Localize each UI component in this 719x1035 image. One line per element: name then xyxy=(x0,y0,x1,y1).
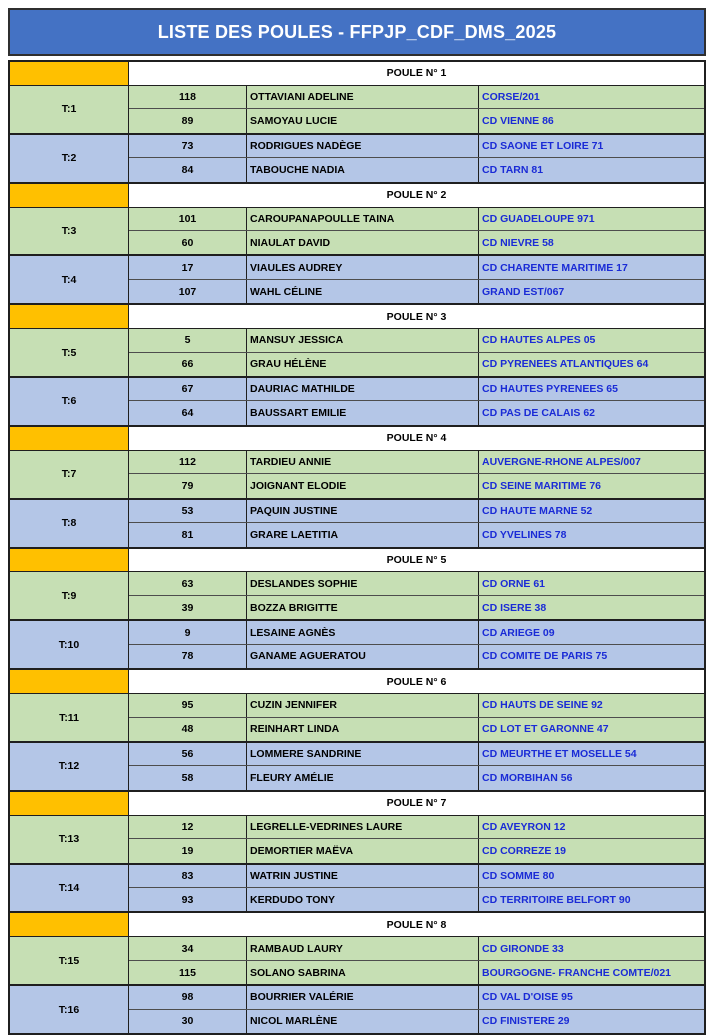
poule-marker xyxy=(10,792,129,815)
poule-header xyxy=(10,184,704,208)
player-name: DEMORTIER MAËVA xyxy=(247,839,479,862)
player-club: CD MEURTHE ET MOSELLE 54 xyxy=(482,748,637,761)
team-label: T:3 xyxy=(10,208,129,255)
team-players xyxy=(129,816,704,863)
player-row xyxy=(129,621,704,644)
player-name: GRAU HÉLÈNE xyxy=(247,353,479,376)
team-players xyxy=(129,135,704,182)
poule-header xyxy=(10,62,704,86)
player-number: 101 xyxy=(129,208,247,230)
player-row xyxy=(129,401,704,424)
poule-marker xyxy=(10,670,129,693)
player-club: CD HAUTS DE SEINE 92 xyxy=(482,699,603,712)
player-name: DESLANDES SOPHIE xyxy=(247,572,479,594)
poule-header xyxy=(10,305,704,329)
poule-label: POULE N° 6 xyxy=(129,670,704,693)
player-club: CD LOT ET GARONNE 47 xyxy=(482,723,609,736)
player-number: 84 xyxy=(129,158,247,181)
team-block xyxy=(10,743,704,792)
team-block xyxy=(10,572,704,621)
player-number: 67 xyxy=(129,378,247,400)
player-club: CD PYRENEES ATLANTIQUES 64 xyxy=(482,358,649,371)
poule-label: POULE N° 3 xyxy=(129,305,704,328)
team-label: T:8 xyxy=(10,500,129,547)
team-block xyxy=(10,937,704,986)
team-players xyxy=(129,86,704,133)
player-row xyxy=(129,231,704,254)
player-row xyxy=(129,474,704,497)
poule-header xyxy=(10,670,704,694)
player-number: 9 xyxy=(129,621,247,643)
player-row xyxy=(129,353,704,376)
player-number: 112 xyxy=(129,451,247,473)
team-block xyxy=(10,500,704,549)
player-row xyxy=(129,645,704,668)
player-number: 5 xyxy=(129,329,247,351)
team-label: T:15 xyxy=(10,937,129,984)
player-row xyxy=(129,280,704,303)
player-name: GRARE LAETITIA xyxy=(247,523,479,546)
player-number: 107 xyxy=(129,280,247,303)
player-name: REINHART LINDA xyxy=(247,718,479,741)
player-name: RODRIGUES NADÈGE xyxy=(247,135,479,157)
player-number: 78 xyxy=(129,645,247,668)
player-name: OTTAVIANI ADELINE xyxy=(247,86,479,108)
player-name: NIAULAT DAVID xyxy=(247,231,479,254)
team-label: T:5 xyxy=(10,329,129,376)
team-players xyxy=(129,378,704,425)
team-label: T:9 xyxy=(10,572,129,619)
poule-marker xyxy=(10,913,129,936)
team-players xyxy=(129,937,704,984)
player-row xyxy=(129,378,704,401)
team-block xyxy=(10,208,704,257)
team-label: T:7 xyxy=(10,451,129,498)
team-block xyxy=(10,694,704,743)
team-label: T:12 xyxy=(10,743,129,790)
player-row xyxy=(129,937,704,960)
player-club: CD HAUTES ALPES 05 xyxy=(482,334,596,347)
poule-header xyxy=(10,427,704,451)
player-club: CD PAS DE CALAIS 62 xyxy=(482,407,595,420)
poule-marker xyxy=(10,62,129,85)
team-players xyxy=(129,256,704,303)
player-row xyxy=(129,329,704,352)
team-players xyxy=(129,329,704,376)
team-block xyxy=(10,329,704,378)
player-row xyxy=(129,718,704,741)
player-number: 83 xyxy=(129,865,247,887)
player-name: GANAME AGUERATOU xyxy=(247,645,479,668)
player-name: LOMMERE SANDRINE xyxy=(247,743,479,765)
player-club: BOURGOGNE- FRANCHE COMTE/021 xyxy=(482,966,672,979)
player-number: 30 xyxy=(129,1010,247,1033)
player-name: LEGRELLE-VEDRINES LAURE xyxy=(247,816,479,838)
poule-header xyxy=(10,913,704,937)
team-label: T:10 xyxy=(10,621,129,668)
player-club: CD FINISTERE 29 xyxy=(482,1015,570,1028)
player-name: CUZIN JENNIFER xyxy=(247,694,479,716)
team-label: T:13 xyxy=(10,816,129,863)
player-name: JOIGNANT ELODIE xyxy=(247,474,479,497)
player-number: 48 xyxy=(129,718,247,741)
team-block xyxy=(10,86,704,135)
player-number: 73 xyxy=(129,135,247,157)
player-club: CD SOMME 80 xyxy=(482,869,555,882)
player-row xyxy=(129,986,704,1009)
player-row xyxy=(129,500,704,523)
player-club: CD ISERE 38 xyxy=(482,601,547,614)
player-name: WATRIN JUSTINE xyxy=(247,865,479,887)
poule-marker xyxy=(10,305,129,328)
team-label: T:16 xyxy=(10,986,129,1033)
player-club: AUVERGNE-RHONE ALPES/007 xyxy=(482,456,641,469)
poules-table xyxy=(8,60,706,1035)
player-name: SAMOYAU LUCIE xyxy=(247,109,479,132)
team-block xyxy=(10,378,704,427)
player-club: CORSE/201 xyxy=(482,91,540,104)
player-number: 17 xyxy=(129,256,247,278)
team-block xyxy=(10,256,704,305)
poule-label: POULE N° 1 xyxy=(129,62,704,85)
player-row xyxy=(129,888,704,911)
team-players xyxy=(129,500,704,547)
player-number: 60 xyxy=(129,231,247,254)
player-name: CAROUPANAPOULLE TAINA xyxy=(247,208,479,230)
player-name: KERDUDO TONY xyxy=(247,888,479,911)
team-players xyxy=(129,743,704,790)
player-row xyxy=(129,135,704,158)
player-name: BOZZA BRIGITTE xyxy=(247,596,479,619)
player-club: CD YVELINES 78 xyxy=(482,528,567,541)
player-club: CD CORREZE 19 xyxy=(482,844,567,857)
player-number: 118 xyxy=(129,86,247,108)
player-row xyxy=(129,523,704,546)
poule-label: POULE N° 8 xyxy=(129,913,704,936)
player-number: 115 xyxy=(129,961,247,984)
poule-label: POULE N° 2 xyxy=(129,184,704,207)
team-label: T:6 xyxy=(10,378,129,425)
player-row xyxy=(129,109,704,132)
team-block xyxy=(10,451,704,500)
player-name: TABOUCHE NADIA xyxy=(247,158,479,181)
player-row xyxy=(129,743,704,766)
poule-marker xyxy=(10,427,129,450)
player-number: 89 xyxy=(129,109,247,132)
player-number: 63 xyxy=(129,572,247,594)
player-club: CD SAONE ET LOIRE 71 xyxy=(482,139,604,152)
player-number: 19 xyxy=(129,839,247,862)
player-number: 81 xyxy=(129,523,247,546)
player-name: LESAINE AGNÈS xyxy=(247,621,479,643)
player-row xyxy=(129,839,704,862)
team-block xyxy=(10,135,704,184)
team-players xyxy=(129,451,704,498)
page-title: LISTE DES POULES - FFPJP_CDF_DMS_2025 xyxy=(8,8,706,56)
team-block xyxy=(10,816,704,865)
player-name: SOLANO SABRINA xyxy=(247,961,479,984)
player-number: 53 xyxy=(129,500,247,522)
player-row xyxy=(129,596,704,619)
player-row xyxy=(129,766,704,789)
player-number: 66 xyxy=(129,353,247,376)
player-name: FLEURY AMÉLIE xyxy=(247,766,479,789)
poule-header xyxy=(10,792,704,816)
player-name: RAMBAUD LAURY xyxy=(247,937,479,959)
poule-marker xyxy=(10,184,129,207)
player-row xyxy=(129,961,704,984)
team-players xyxy=(129,572,704,619)
player-name: WAHL CÉLINE xyxy=(247,280,479,303)
player-row xyxy=(129,256,704,279)
player-club: CD MORBIHAN 56 xyxy=(482,772,573,785)
player-club: CD SEINE MARITIME 76 xyxy=(482,479,602,492)
player-club: CD GIRONDE 33 xyxy=(482,942,564,955)
player-number: 95 xyxy=(129,694,247,716)
player-number: 93 xyxy=(129,888,247,911)
team-players xyxy=(129,694,704,741)
poule-marker xyxy=(10,549,129,572)
player-club: CD HAUTE MARNE 52 xyxy=(482,504,593,517)
player-number: 39 xyxy=(129,596,247,619)
player-number: 34 xyxy=(129,937,247,959)
player-row xyxy=(129,86,704,109)
team-block xyxy=(10,986,704,1033)
player-name: TARDIEU ANNIE xyxy=(247,451,479,473)
player-club: CD HAUTES PYRENEES 65 xyxy=(482,383,618,396)
player-club: CD ARIEGE 09 xyxy=(482,626,555,639)
player-number: 79 xyxy=(129,474,247,497)
player-row xyxy=(129,865,704,888)
player-club: CD ORNE 61 xyxy=(482,577,546,590)
player-name: BOURRIER VALÉRIE xyxy=(247,986,479,1008)
player-name: BAUSSART EMILIE xyxy=(247,401,479,424)
player-club: CD NIEVRE 58 xyxy=(482,236,554,249)
team-block xyxy=(10,865,704,914)
player-number: 12 xyxy=(129,816,247,838)
team-block xyxy=(10,621,704,670)
player-club: CD AVEYRON 12 xyxy=(482,820,566,833)
player-club: CD COMITE DE PARIS 75 xyxy=(482,650,608,663)
player-number: 64 xyxy=(129,401,247,424)
player-club: CD TERRITOIRE BELFORT 90 xyxy=(482,893,631,906)
poule-label: POULE N° 7 xyxy=(129,792,704,815)
player-row xyxy=(129,816,704,839)
player-club: CD GUADELOUPE 971 xyxy=(482,212,595,225)
player-name: DAURIAC MATHILDE xyxy=(247,378,479,400)
player-club: CD VAL D'OISE 95 xyxy=(482,991,573,1004)
player-row xyxy=(129,1010,704,1033)
team-label: T:14 xyxy=(10,865,129,912)
poule-label: POULE N° 4 xyxy=(129,427,704,450)
player-name: VIAULES AUDREY xyxy=(247,256,479,278)
team-players xyxy=(129,986,704,1033)
player-number: 58 xyxy=(129,766,247,789)
player-name: NICOL MARLÈNE xyxy=(247,1010,479,1033)
poule-label: POULE N° 5 xyxy=(129,549,704,572)
poule-header xyxy=(10,549,704,573)
player-club: CD TARN 81 xyxy=(482,163,544,176)
team-players xyxy=(129,621,704,668)
team-players xyxy=(129,208,704,255)
player-club: GRAND EST/067 xyxy=(482,285,565,298)
team-label: T:2 xyxy=(10,135,129,182)
team-players xyxy=(129,865,704,912)
player-row xyxy=(129,572,704,595)
player-name: MANSUY JESSICA xyxy=(247,329,479,351)
team-label: T:1 xyxy=(10,86,129,133)
player-row xyxy=(129,694,704,717)
player-row xyxy=(129,451,704,474)
team-label: T:4 xyxy=(10,256,129,303)
team-label: T:11 xyxy=(10,694,129,741)
player-name: PAQUIN JUSTINE xyxy=(247,500,479,522)
player-number: 98 xyxy=(129,986,247,1008)
player-club: CD CHARENTE MARITIME 17 xyxy=(482,261,628,274)
player-row xyxy=(129,208,704,231)
player-row xyxy=(129,158,704,181)
player-number: 56 xyxy=(129,743,247,765)
player-club: CD VIENNE 86 xyxy=(482,115,554,128)
